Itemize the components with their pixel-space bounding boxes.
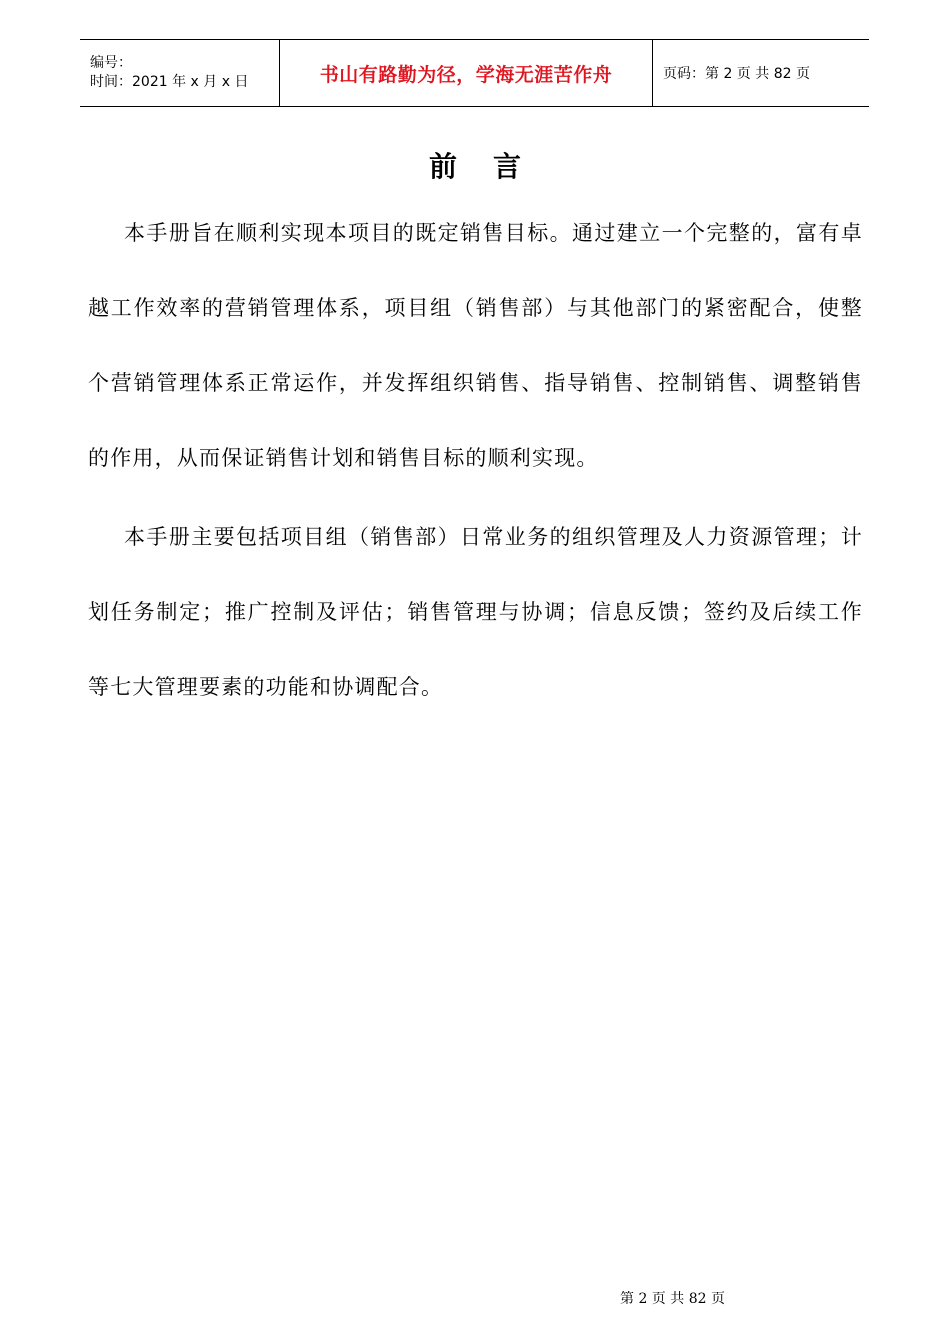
document-date: 时间：2021 年 x 月 x 日 xyxy=(90,74,249,90)
page-footer: 第 2 页 共 82 页 xyxy=(620,1291,725,1307)
header-motto: 书山有路勤为径，学海无涯苦作舟 xyxy=(319,63,613,86)
document-number-label: 编号： xyxy=(90,55,132,71)
header-page-info: 页码：第 2 页 共 82 页 xyxy=(663,66,810,82)
page-header xyxy=(80,39,869,107)
paragraph-intro: 本手册旨在顺利实现本项目的既定销售目标。通过建立一个完整的，富有卓越工作效率的营销管理体系，项目组（销售部）与其他部门的紧密配合，使整个营销管理体系正常运作，并发挥组织销售、指导销售、控制销售、调整销售的作用，从而保证销售计划和销售目标的顺利实现。 xyxy=(88,221,863,470)
paragraph-contents: 本手册主要包括项目组（销售部）日常业务的组织管理及人力资源管理；计划任务制定；推广控制及评估；销售管理与协调；信息反馈；签约及后续工作等七大管理要素的功能和协调配合。 xyxy=(88,525,863,699)
header-motto-cell xyxy=(280,40,653,106)
header-meta xyxy=(80,40,280,106)
page-title: 前言 xyxy=(428,150,557,183)
header-page-info-cell xyxy=(653,40,869,106)
